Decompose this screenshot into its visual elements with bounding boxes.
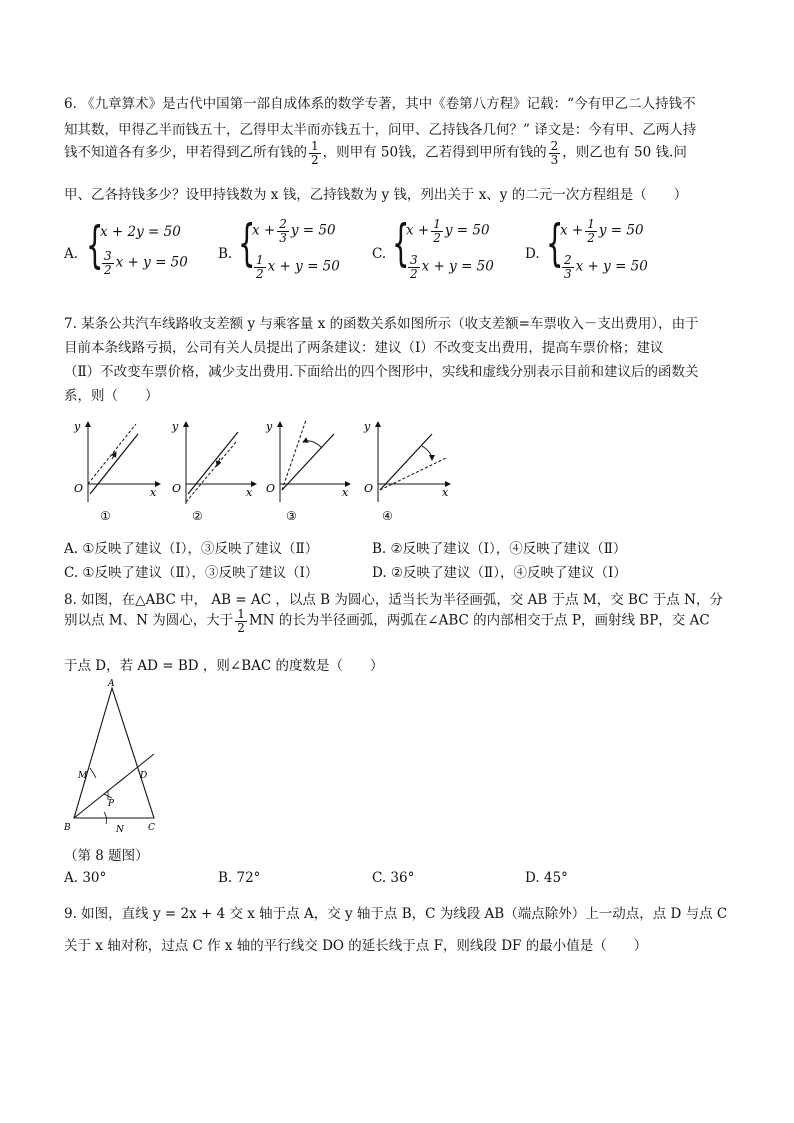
q6-b-eq2: $\frac{1}{2}$ x + y = 50 bbox=[256, 253, 340, 281]
fraction-half: $\frac{1}{2}$ bbox=[311, 139, 319, 167]
q8-line2: 别以点 M、N 为圆心，大于 $\frac{1}{2}$ MN 的长为半径画弧，两弧在∠ABC 的内部相交于点 P，画射线 BP，交 AC bbox=[64, 607, 710, 635]
graph-3 bbox=[265, 420, 350, 523]
q7-option-c[interactable]: C. ①反映了建议（Ⅱ），③反映了建议（Ⅰ） bbox=[64, 565, 319, 581]
brace-icon: { bbox=[546, 214, 564, 272]
q6-line3 bbox=[64, 140, 687, 166]
vertex-a-label: A bbox=[108, 679, 115, 689]
graph-1-x-label: x bbox=[150, 486, 157, 499]
graph-4-number: ④ bbox=[382, 509, 393, 523]
q8-triangle-figure bbox=[60, 678, 170, 838]
q9-line1: 9. 如图，直线 y = 2x + 4 交 x 轴于点 A，交 y 轴于点 B，C 为线段 AB（端点除外）上一动点，点 D 与点 C bbox=[64, 906, 728, 922]
q8-option-a[interactable]: A. 30° bbox=[64, 870, 107, 886]
q7-line4: 系，则（ ） bbox=[64, 388, 159, 404]
fraction-two-thirds: $\frac{2}{3}$ bbox=[550, 139, 559, 167]
q8-option-c[interactable]: C. 36° bbox=[372, 870, 415, 886]
q6-line1: 6. 《九章算术》是古代中国第一部自成体系的数学专著，其中《卷第八方程》记载：“今有甲乙二人持钱不 bbox=[64, 96, 696, 112]
q6-c-eq1: x + $\frac{1}{2}$ y = 50 bbox=[406, 217, 490, 245]
q7-line2: 目前本条线路亏损，公司有关人员提出了两条建议：建议（Ⅰ）不改变支出费用，提高车票价格；建议 bbox=[64, 340, 664, 356]
brace-icon: { bbox=[392, 214, 410, 272]
vertex-c-label: C bbox=[148, 823, 155, 833]
fraction-half: $\frac{1}{2}$ bbox=[237, 607, 245, 635]
graph-2-y-label: y bbox=[172, 420, 179, 433]
graph-1-number: ① bbox=[100, 509, 111, 523]
graph-4 bbox=[363, 420, 450, 523]
q6-line4: 甲、乙各持钱多少？设甲持钱数为 x 钱，乙持钱数为 y 钱，列出关于 x、y 的二元一次方程组是（ ） bbox=[64, 187, 688, 203]
point-m-label: M bbox=[78, 771, 88, 781]
q6-line3-part3: ，则乙也有 50 钱.问 bbox=[562, 144, 687, 161]
q8-option-d[interactable]: D. 45° bbox=[525, 870, 568, 886]
q6-a-eq2: $\frac{3}{2}$ x + y = 50 bbox=[104, 249, 188, 277]
q6-option-b-label: B. bbox=[218, 246, 233, 262]
q6-option-d-label: D. bbox=[525, 246, 540, 262]
q6-option-c-system bbox=[392, 214, 512, 298]
q7-option-d[interactable]: D. ②反映了建议（Ⅱ），④反映了建议（Ⅰ） bbox=[372, 565, 627, 581]
graph-1 bbox=[73, 420, 160, 523]
q8-figure-caption: （第 8 题图） bbox=[64, 848, 149, 864]
graph-1-y-label: y bbox=[74, 420, 81, 433]
q8-line3: 于点 D，若 AD = BD ，则∠BAC 的度数是（ ） bbox=[64, 658, 384, 674]
q6-option-d-system bbox=[546, 214, 666, 298]
q6-a-eq1: x + 2y = 50 bbox=[100, 224, 181, 240]
graph-2-x-label: x bbox=[246, 486, 253, 499]
graph-4-origin: O bbox=[364, 482, 374, 495]
vertex-b-label: B bbox=[64, 823, 71, 833]
q6-option-b-system bbox=[238, 214, 358, 298]
graph-1-origin: O bbox=[74, 482, 84, 495]
point-n-label: N bbox=[116, 825, 124, 835]
point-p-label: P bbox=[108, 799, 115, 809]
graph-2-origin: O bbox=[172, 482, 182, 495]
q8-option-b[interactable]: B. 72° bbox=[218, 870, 261, 886]
q8-line1: 8. 如图，在△ABC 中， AB = AC ，以点 B 为圆心，适当长为半径画弧，交 AB 于点 M，交 BC 于点 N，分 bbox=[64, 592, 723, 608]
graph-3-y-label: y bbox=[266, 420, 273, 433]
brace-icon: { bbox=[238, 214, 256, 272]
q6-d-eq1: x + $\frac{1}{2}$ y = 50 bbox=[560, 217, 644, 245]
q9-line2: 关于 x 轴对称，过点 C 作 x 轴的平行线交 DO 的延长线于点 F，则线段 DF 的最小值是（ ） bbox=[64, 938, 648, 954]
graph-3-origin: O bbox=[266, 482, 276, 495]
point-d-label: D bbox=[140, 771, 148, 781]
brace-icon: { bbox=[86, 216, 104, 274]
graph-4-y-label: y bbox=[364, 420, 371, 433]
q6-line2: 知其数，甲得乙半而钱五十，乙得甲太半而亦钱五十，问甲、乙持钱各几何？” 译文是：今有甲、乙两人持 bbox=[64, 122, 697, 138]
q7-line1: 7. 某条公共汽车线路收支差额 y 与乘客量 x 的函数关系如图所示（收支差额=车票收入－支出费用），由于 bbox=[64, 316, 699, 332]
q6-option-a-label: A. bbox=[64, 246, 79, 262]
q6-line3-part2: ，则甲有 50钱，乙若得到甲所有钱的 bbox=[322, 144, 547, 161]
q7-line3: （Ⅱ）不改变车票价格，减少支出费用.下面给出的四个图形中，实线和虚线分别表示目前和建议后的函数关 bbox=[64, 364, 699, 380]
graph-2-number: ② bbox=[192, 509, 203, 523]
graph-3-number: ③ bbox=[286, 509, 297, 523]
q6-option-c-label: C. bbox=[372, 246, 387, 262]
q6-b-eq1: x + $\frac{2}{3}$ y = 50 bbox=[252, 217, 336, 245]
graph-3-x-label: x bbox=[342, 486, 349, 499]
q6-c-eq2: $\frac{3}{2}$ x + y = 50 bbox=[410, 253, 494, 281]
q7-option-a[interactable]: A. ①反映了建议（Ⅰ），③反映了建议（Ⅱ） bbox=[64, 541, 319, 557]
graph-4-x-label: x bbox=[442, 486, 449, 499]
q7-graphs bbox=[60, 412, 470, 528]
q6-line3-part1: 钱不知道各有多少，甲若得到乙所有钱的 bbox=[64, 144, 307, 161]
q6-d-eq2: $\frac{2}{3}$ x + y = 50 bbox=[564, 253, 648, 281]
q7-option-b[interactable]: B. ②反映了建议（Ⅰ），④反映了建议（Ⅱ） bbox=[372, 541, 627, 557]
q6-option-a-system bbox=[86, 216, 196, 295]
graph-2 bbox=[171, 420, 256, 523]
